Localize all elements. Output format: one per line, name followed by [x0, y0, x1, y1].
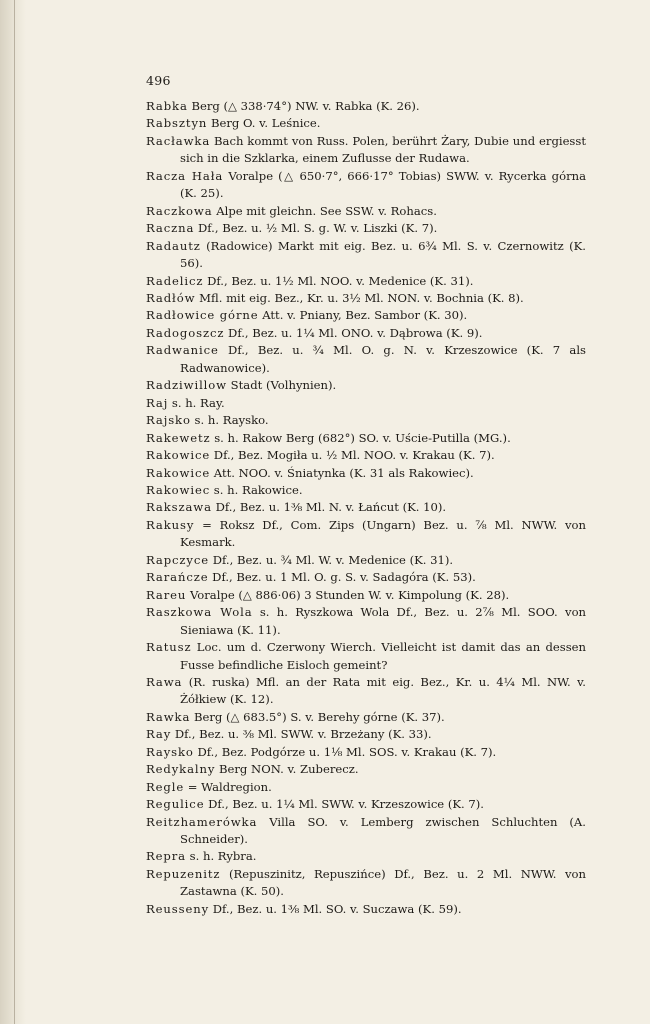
entry-raclawka [146, 133, 586, 168]
entry-term: Rakewetz [146, 430, 211, 445]
entry-text: Df., Bez. Mogiła u. ½ Ml. NOO. v. Krakau (K. 7). [210, 448, 495, 463]
entry-text: Voralpe (△ 886·06) 3 Stunden W. v. Kimpolung (K. 28). [186, 587, 510, 602]
page-number: 496 [146, 73, 171, 88]
entry-term: Raysko [146, 744, 194, 759]
entry-text: Loc. um d. Czerwony Wierch. Vielleicht ist damit das an dessen Fusse befindliche Eisloch gemeint? [180, 640, 586, 672]
entry-text: Berg NON. v. Zuberecz. [215, 762, 359, 777]
entry-term: Rareu [146, 587, 187, 602]
entry-term: Regulice [146, 797, 205, 812]
book-spine-shadow [0, 0, 26, 1024]
entry-rakusy [146, 517, 586, 552]
entry-redykalny [146, 761, 586, 778]
entry-radautz [146, 238, 586, 273]
entry-term: Radziwillow [146, 378, 227, 393]
gutter-line [14, 0, 15, 1024]
entry-term: Ratusz [146, 640, 192, 655]
entry-text: Df., Bez. u. 1 Ml. O. g. S. v. Sadagóra (K. 53). [208, 570, 476, 585]
entry-text: Df., Bez. u. 1½ Ml. NOO. v. Medenice (K. 31). [203, 273, 474, 288]
entry-term: Racławka [146, 133, 211, 148]
entry-term: Repuzenitz [146, 866, 221, 881]
entry-text: s. h. Raysko. [190, 413, 269, 428]
entry-rakowice-df [146, 447, 586, 464]
entry-text: = Roksz Df., Com. Zips (Ungarn) Bez. u. ⅞ Ml. NWW. von Kesmark. [180, 517, 586, 550]
entry-text: s. h. Rybra. [185, 849, 257, 864]
entry-radlowice-gorne [146, 307, 586, 324]
entry-rapczyce [146, 552, 586, 569]
entry-text: s. h. Rakowice. [210, 482, 303, 497]
entry-text: Df., Bez. u. ¾ Ml. O. g. N. v. Krzeszowice (K. 7 als Radwanowice). [180, 343, 586, 375]
entry-term: Raczna [146, 221, 195, 236]
entry-radelicz [146, 273, 586, 290]
entry-raszkowa-wola [146, 604, 586, 639]
entry-term: Regle [146, 779, 185, 794]
entry-repra [146, 848, 586, 865]
entry-term: Rapczyce [146, 552, 210, 567]
entry-text: Df., Bez. u. ¾ Ml. W. v. Medenice (K. 31). [209, 552, 454, 567]
entry-text: Df., Bez. u. ⅜ Ml. SWW. v. Brzeżany (K. 33). [171, 727, 432, 742]
entry-text: Villa SO. v. Lemberg zwischen Schluchten (A. Schneider). [180, 814, 586, 847]
entry-text: s. h. Ray. [168, 395, 225, 410]
entry-raczkowa [146, 203, 586, 220]
entry-rakowice-att [146, 465, 586, 482]
entry-term: Rabka [146, 99, 188, 113]
entry-text: s. h. Ryszkowa Wola Df., Bez. u. 2⅞ Ml. SOO. von Sieniawa (K. 11). [180, 605, 587, 637]
entry-reusseny [146, 901, 586, 918]
entry-rajsko [146, 412, 586, 429]
entry-radogoszcz [146, 325, 586, 342]
entry-repuzenitz [146, 866, 586, 901]
entry-raczna [146, 220, 586, 237]
entry-radziwillow [146, 377, 586, 394]
entry-term: Reitzhamerówka [146, 814, 258, 829]
entry-term: Radwanice [146, 343, 219, 358]
entry-text: Bach kommt von Russ. Polen, berührt Żary, Dubie und ergiesst sich in die Szklarka, einem Zuflusse der Rudawa. [180, 133, 586, 166]
entry-text: Stadt (Volhynien). [227, 378, 337, 393]
entry-term: Reusseny [146, 901, 210, 916]
entry-term: Rajsko [146, 413, 191, 428]
entry-term: Rawa [146, 674, 183, 689]
entry-term: Radelicz [146, 273, 204, 288]
entry-text: (R. ruska) Mfl. an der Rata mit eig. Bez., Kr. u. 4¼ Ml. NW. v. Żółkiew (K. 12). [180, 674, 586, 707]
entry-rabsztyn [146, 115, 586, 132]
entry-reitzhamerowka [146, 814, 586, 849]
entry-text: Df., Bez. u. 1¼ Ml. ONO. v. Dąbrowa (K. 9). [224, 325, 483, 340]
entry-text: = Waldregion. [184, 779, 272, 794]
entry-raj [146, 395, 586, 412]
entry-radlow [146, 290, 586, 307]
entry-text: Voralpe (△ 650·7°, 666·17° Tobias) SWW. v. Rycerka górna (K. 25). [180, 168, 586, 201]
entry-text: s. h. Rakow Berg (682°) SO. v. Uście-Putilla (MG.). [210, 430, 511, 445]
entry-rabka [146, 98, 586, 115]
entry-term: Rawka [146, 709, 191, 724]
entry-term: Racza Hała [146, 168, 224, 183]
entry-term: Rabsztyn [146, 116, 208, 131]
entry-text: Df., Bez. Podgórze u. 1⅛ Ml. SOS. v. Krakau (K. 7). [193, 744, 497, 759]
entry-text: Alpe mit gleichn. See SSW. v. Rohacs. [212, 203, 437, 218]
entry-rakszawa [146, 499, 586, 516]
entry-term: Radautz [146, 238, 201, 253]
entry-term: Radłów [146, 290, 196, 305]
entry-term: Ray [146, 727, 172, 742]
entry-text: Att. NOO. v. Śniatynka (K. 31 als Rakowiec). [210, 465, 474, 480]
entry-text: Df., Bez. u. 1⅜ Ml. SO. v. Suczawa (K. 59). [209, 901, 462, 916]
entry-text: Berg O. v. Leśnice. [207, 116, 321, 131]
entry-text: Df., Bez. u. 1⅜ Ml. N. v. Łańcut (K. 10). [211, 500, 447, 515]
entry-term: Rarańcze [146, 570, 209, 585]
entry-term: Redykalny [146, 762, 216, 777]
entry-ray [146, 726, 586, 743]
entry-term: Raszkowa Wola [146, 605, 253, 620]
entry-text: Berg (△ 338·74°) NW. v. Rabka (K. 26). [187, 99, 420, 113]
entry-term: Radłowice górne [146, 308, 259, 323]
entry-text: Mfl. mit eig. Bez., Kr. u. 3½ Ml. NON. v. Bochnia (K. 8). [195, 290, 524, 305]
entry-text: (Radowice) Markt mit eig. Bez. u. 6¾ Ml. S. v. Czernowitz (K. 56). [180, 238, 586, 271]
entry-rakowiec [146, 482, 586, 499]
entry-rarancze [146, 569, 586, 586]
entry-racza-hala [146, 168, 586, 203]
entry-term: Radogoszcz [146, 325, 225, 340]
entry-term: Raczkowa [146, 203, 213, 218]
entry-regle [146, 779, 586, 796]
entry-term: Rakusy [146, 517, 195, 532]
entry-ratusz [146, 639, 586, 674]
entry-text: Att. v. Pniany, Bez. Sambor (K. 30). [258, 308, 468, 323]
gazetteer-entries [146, 98, 586, 918]
entry-term: Rakowice [146, 465, 211, 480]
entry-term: Raj [146, 395, 169, 410]
entry-term: Repra [146, 849, 186, 864]
entry-radwanice [146, 342, 586, 377]
entry-term: Rakowiec [146, 482, 211, 497]
entry-text: Berg (△ 683.5°) S. v. Berehy górne (K. 37). [190, 709, 445, 724]
entry-regulice [146, 796, 586, 813]
entry-text: Df., Bez. u. ½ Ml. S. g. W. v. Liszki (K. 7). [194, 221, 438, 236]
entry-rakewetz [146, 430, 586, 447]
entry-raysko [146, 744, 586, 761]
entry-text: Df., Bez. u. 1¼ Ml. SWW. v. Krzeszowice (K. 7). [204, 797, 484, 812]
entry-rawka [146, 709, 586, 726]
entry-rawa [146, 674, 586, 709]
entry-text: (Repuszinitz, Repuszińce) Df., Bez. u. 2 Ml. NWW. von Zastawna (K. 50). [180, 866, 586, 899]
entry-term: Rakowice [146, 448, 211, 463]
entry-term: Rakszawa [146, 500, 212, 515]
entry-rareu [146, 587, 586, 604]
